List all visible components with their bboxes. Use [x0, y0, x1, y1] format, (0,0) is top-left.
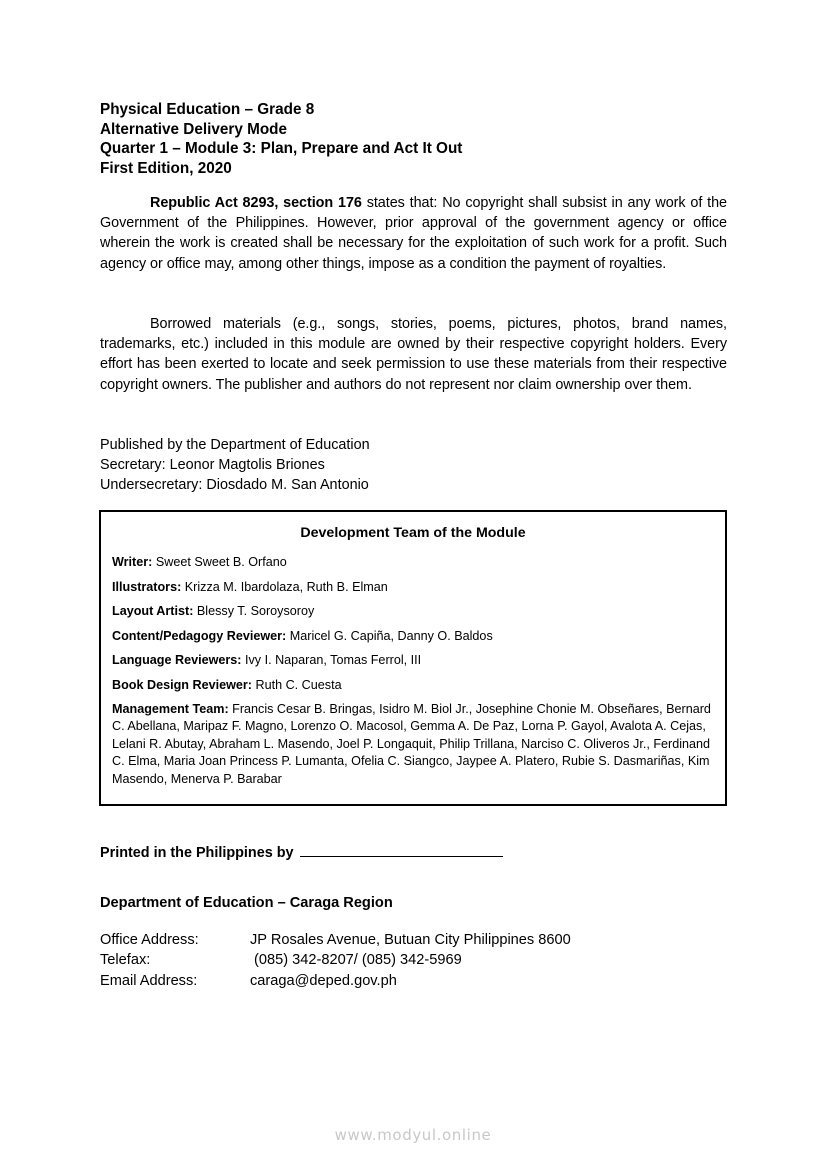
contact-info	[100, 930, 571, 991]
copyright-paragraph	[100, 193, 727, 274]
team-role: Writer:	[112, 555, 153, 569]
team-role: Content/Pedagogy Reviewer:	[112, 628, 287, 643]
module-name: Quarter 1 – Module 3: Plan, Prepare and Act It Out	[100, 140, 463, 157]
team-member-row	[112, 677, 712, 694]
copyright-law-reference: Republic Act 8293, section 176	[150, 195, 362, 211]
delivery-mode: Alternative Delivery Mode	[100, 120, 288, 138]
email-address[interactable]: caraga@deped.gov.ph	[250, 972, 397, 989]
team-member-row	[112, 579, 712, 596]
printer-blank-line	[300, 842, 503, 857]
team-names: Ruth C. Cuesta	[251, 677, 342, 692]
contact-row-address	[100, 930, 571, 950]
website-watermark: www.modyul.online	[334, 1126, 492, 1144]
team-names: Krizza M. Ibardolaza, Ruth B. Elman	[181, 579, 388, 594]
team-names: Blessy T. Soroysoroy	[193, 604, 315, 618]
team-role: Language Reviewers:	[112, 653, 242, 667]
development-team-list	[112, 554, 712, 796]
copyright-text: states that: No copyright shall subsist in any work of the Government of the Philippines. However, prior approval of the government agency or office wherein the work is created shall be necessary for the exploitation of such work for a profit. Such agency or office may, among other things, impose as a condition the payment of royalties.	[100, 195, 727, 272]
subject-title: Physical Education – Grade 8	[100, 101, 315, 118]
team-role: Illustrators:	[112, 579, 182, 594]
development-team-box	[99, 510, 727, 806]
edition: First Edition, 2020	[100, 159, 232, 177]
publisher: Published by the Department of Education	[100, 437, 370, 453]
team-role: Layout Artist:	[112, 604, 194, 618]
management-team-row	[112, 701, 712, 788]
contact-row-telefax	[100, 950, 571, 970]
printed-by-label: Printed in the Philippines by	[100, 845, 294, 861]
region-title: Department of Education – Caraga Region	[100, 895, 393, 911]
team-role: Management Team:	[112, 702, 229, 716]
team-role: Book Design Reviewer:	[112, 677, 252, 692]
team-names: Ivy I. Naparan, Tomas Ferrol, III	[241, 653, 422, 667]
borrowed-materials-paragraph: Borrowed materials (e.g., songs, stories, poems, pictures, photos, brand names, trademarks, etc.) included in this module are owned by their respective copyright holders. Every effort has been exerted to locate and seek permission to use these materials from their respective copyright owners. The publisher and authors do not represent nor claim ownership over them.	[100, 316, 727, 393]
module-title-block	[100, 100, 462, 178]
printed-by-line	[100, 842, 503, 861]
publication-info	[100, 435, 370, 495]
team-names: Sweet Sweet B. Orfano	[152, 555, 287, 569]
development-team-title: Development Team of the Module	[300, 525, 526, 541]
team-member-row	[112, 628, 712, 645]
contact-label: Telefax:	[100, 952, 151, 969]
contact-row-email	[100, 971, 571, 991]
undersecretary: Undersecretary: Diosdado M. San Antonio	[100, 477, 369, 493]
team-member-row	[112, 554, 712, 571]
team-member-row	[112, 652, 712, 669]
contact-label: Office Address:	[100, 932, 199, 948]
team-names: Francis Cesar B. Bringas, Isidro M. Biol Jr., Josephine Chonie M. Obseñares, Bernard C. Abellana, Maripaz F. Magno, Lorenzo O. Macosol, Gemma A. De Paz, Lorna P. Gayol, Avalota A. Cejas, Lelani R. Abutay, Abraham L. Masendo, Joel P. Longaquit, Philip Trillana, Narciso C. Oliveros Jr., Ferdinand C. Elma, Maria Joan Princess P. Lumanta, Ofelia C. Siangco, Jaypee A. Platero, Rubie S. Dasmariñas, Kim Masendo, Menerva P. Barabar	[112, 702, 711, 786]
secretary: Secretary: Leonor Magtolis Briones	[100, 457, 325, 473]
office-address: JP Rosales Avenue, Butuan City Philippines 8600	[250, 932, 571, 948]
contact-label: Email Address:	[100, 972, 198, 989]
team-names: Maricel G. Capiña, Danny O. Baldos	[286, 628, 493, 643]
team-member-row	[112, 603, 712, 620]
telefax-number: (085) 342-8207/ (085) 342-5969	[254, 952, 462, 969]
